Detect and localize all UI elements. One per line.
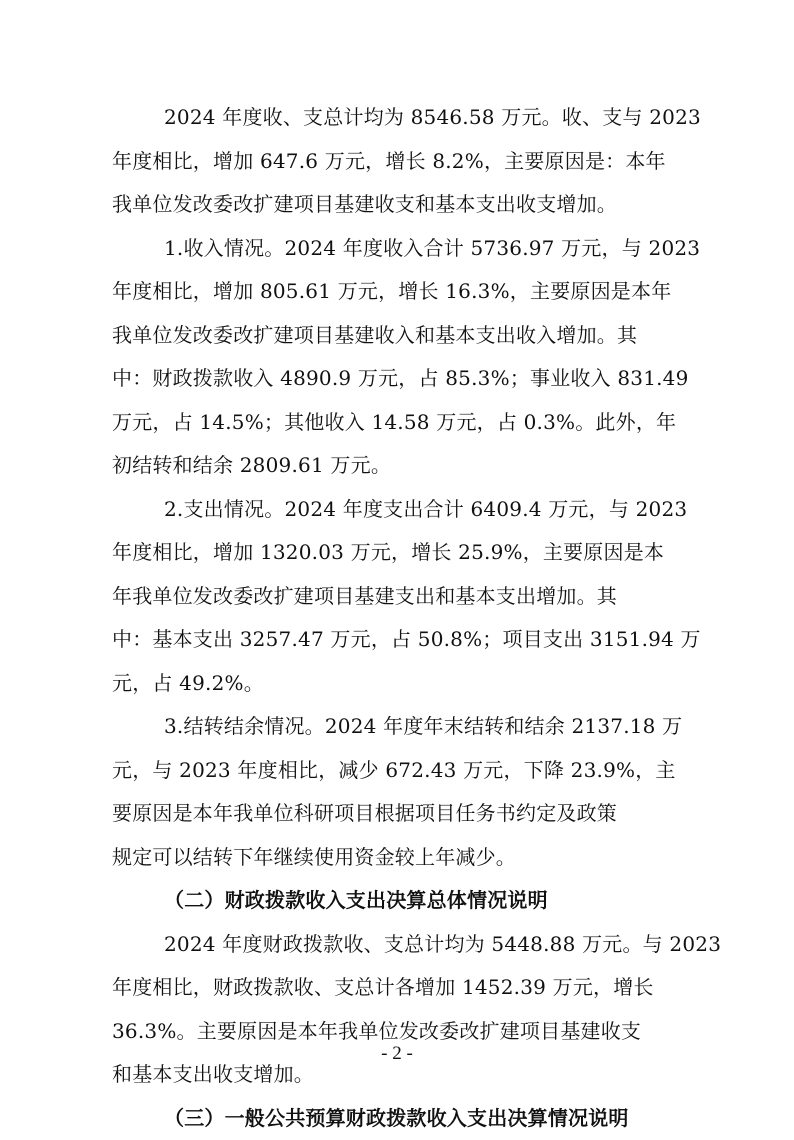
page-number: - 2 -: [0, 1040, 794, 1068]
text-line: 1.收入情况。2024 年度收入合计 5736.97 万元，与 2023: [112, 227, 678, 271]
text-line: 3.结转结余情况。2024 年度年末结转和结余 2137.18 万: [112, 705, 678, 749]
text-line: 中：财政拨款收入 4890.9 万元，占 85.3%；事业收入 831.49: [112, 357, 678, 401]
text-line: 年度相比，财政拨款收、支总计各增加 1452.39 万元，增长: [112, 966, 678, 1010]
text-line: 要原因是本年我单位科研项目根据项目任务书约定及政策: [112, 792, 678, 836]
section-heading: （三）一般公共预算财政拨款收入支出决算情况说明: [112, 1097, 678, 1140]
text-line: 规定可以结转下年继续使用资金较上年减少。: [112, 836, 678, 880]
text-line: 2024 年度财政拨款收、支总计均为 5448.88 万元。与 2023: [112, 923, 678, 967]
section-heading: （二）财政拨款收入支出决算总体情况说明: [112, 879, 678, 923]
text-line: 36.3%。主要原因是本年我单位发改委改扩建项目基建收支: [112, 1010, 678, 1054]
text-line: 万元，占 14.5%；其他收入 14.58 万元，占 0.3%。此外，年: [112, 401, 678, 445]
text-line: 2024 年度收、支总计均为 8546.58 万元。收、支与 2023: [112, 96, 678, 140]
text-line: 我单位发改委改扩建项目基建收支和基本支出收支增加。: [112, 183, 678, 227]
text-line: 初结转和结余 2809.61 万元。: [112, 444, 678, 488]
document-body: [112, 96, 678, 1140]
text-line: 年我单位发改委改扩建项目基建支出和基本支出增加。其: [112, 575, 678, 619]
text-line: 元，与 2023 年度相比，减少 672.43 万元，下降 23.9%，主: [112, 749, 678, 793]
text-line: 和基本支出收支增加。: [112, 1053, 678, 1097]
text-line: 2.支出情况。2024 年度支出合计 6409.4 万元，与 2023: [112, 488, 678, 532]
text-line: 年度相比，增加 647.6 万元，增长 8.2%，主要原因是：本年: [112, 140, 678, 184]
text-line: 元，占 49.2%。: [112, 662, 678, 706]
text-line: 我单位发改委改扩建项目基建收入和基本支出收入增加。其: [112, 314, 678, 358]
text-line: 年度相比，增加 1320.03 万元，增长 25.9%，主要原因是本: [112, 531, 678, 575]
text-line: 中：基本支出 3257.47 万元，占 50.8%；项目支出 3151.94 万: [112, 618, 678, 662]
text-line: 年度相比，增加 805.61 万元，增长 16.3%，主要原因是本年: [112, 270, 678, 314]
